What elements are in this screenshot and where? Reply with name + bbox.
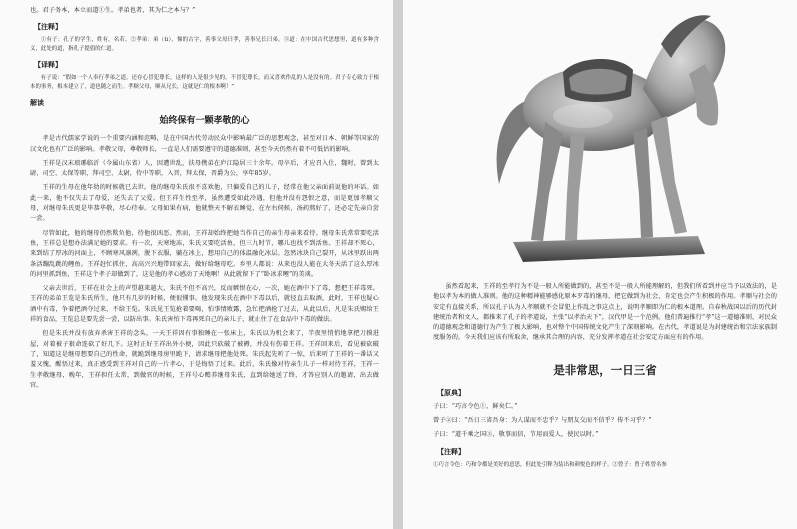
body-paragraph: 孝是古代儒家学说的一个重要内涵和范畴，是在中国古代劳动民众中影响最广泛的思想观念，甚至对日本、朝鲜等国家的汉文化也有广泛的影响。孝敬父母，尊敬师长，一直是人们需要遵守的道德准则，甚至今天仍然有着不可低估的影响。 [30,135,379,153]
opening-text: 也。君子务本，本立而道①生。孝弟也者，其为仁之本与？” [30,7,196,14]
original-text-heading: 【原典】 [437,388,465,397]
interpretation-heading: 解读 [30,99,44,108]
translation-heading: 【译释】 [34,61,62,70]
original-text-line: 子曰：“巧言令色①，鲜矣仁。” [433,402,518,410]
section-title-right: 是非常思，一日三省 [553,362,657,377]
body-paragraph: 父亲去世后，王祥在社会上的声望越来越大，朱氏不但不高兴，反而嫉恨在心，一次，她在酒中下了毒，想把王祥毒死。王祥的弟弟王览是朱氏所生，他只有几岁的时候，便很懂事。他发现朱氏在酒中下毒以后，就径直去取酒，此时，王祥也疑心酒中有毒，争着把酒夺过来，不给王览。朱氏见王览抢着要喝，怕事情败露，急忙把酒抢了过去，从此以后，凡是朱氏赐给王祥的食品，王览总是要先尝一尝，以防出事。朱氏害怕下毒再死自己的亲儿子，就止住了在食品中下毒的做法。 [30,285,379,324]
original-text-line: 曾子②曰：“吾日三省吾身：为人谋而不忠乎？与朋友交而不信乎？传不习乎？” [433,417,652,425]
original-text-line: 子曰：“道千乘之国③，敬事而信，节用而爱人，使民以时。” [433,431,599,439]
horse-leg-front-right [651,116,687,234]
horse-leg-back-left [531,122,563,241]
body-paragraph: 尽管如此，他的继母仍然欺负他，待他很凶恶。然而，王祥却始终把她当作自己的亲生母亲来看待。继母朱氏常常要吃活鱼，王祥总是想办法满足她的要求。有一次，天寒地冻，朱氏又要吃活鱼，但三九时节，哪儿也找不到活鱼。王祥却不死心，来到结了厚冰的河面上，不顾寒风凛冽，脱下衣服，躺在冰上，想用自己的体温融化冰层。忽然冰块自己裂开，从冰里跃出两条活蹦乱跳的鲤鱼。王祥赶忙抓住，高高兴兴地带回家去，做好给继母吃。乡里人都说：从来也没人能在大冬天活了这么厚冰的河里抓到鱼，王祥这个孝子却做到了，这是他的孝心感动了天地啊！从此就留下了“卧冰求鲤”的美谈。 [30,229,379,278]
translation-text: 有子说：“假如一个人奉行孝弟之道，还存心冒犯尊长，这样的人是很少见的。不冒犯尊长，而又喜欢作乱的人是没有的。君子专心致力于根本的事务，根本建立了，道也随之而生。孝顺父母，顺从兄长，这就是仁的根本啊！” [30,75,379,91]
body-paragraph: 但是朱氏并没有放弃杀害王祥的念头，一天王祥因有事独睡在一张床上，朱氏以为机会来了，半夜里悄悄地拿把刀摸进屋，对着被子狠命连砍了好几下。这时正好王祥出外小便，因此只砍破了被褥，并没有伤着王祥。王祥回来后，看见被砍破了，知道这是继母想要自己的性命，就跪到继母房里跪下，请求继母把他处死。朱氏起先听了一惊，后来听了王祥的一番话又羞又愧，醒悟过来，真正感受到王祥对自己的一片孝心，于是悔悟了过来。此后，朱氏像对待亲生儿子一样对待王祥，王祥一生孝敬继母，晚年，王祥担任太常，到做官的时候，王祥号心赡养继母朱氏，直到给她送了终，才答应别人的邀请，出去做官。 [30,330,379,389]
horse-leg-back-right [565,132,585,240]
right-page-content [433,282,777,474]
notes-heading-right: 【注释】 [437,447,465,456]
book-gutter [393,0,403,529]
left-page [0,0,393,529]
notes-text: ①有子：孔子的学生，姓有，名若。②孝弟：弟（tì），悌的古字，善事父母曰孝，善事兄长曰弟。③道：在中国古代思想里，道有多种含义，此处的道，指孔子提倡的仁道。 [30,37,379,53]
horse-figurine-image [483,4,733,269]
body-paragraph: 王祥是汉末琅琊临沂（今属山东省）人，因遭世乱，扶母携弟在庐江隐居三十余年。母卒后，才应召入仕，魏时，曾到太尉、司空、太保等职，拜司空、太尉，侍中等职，入晋，拜太保，晋爵为公，享年85岁。 [30,159,379,178]
horse-leg-front-left [633,128,653,238]
body-paragraph: 王祥的生母在他年幼的时候就已去世。他的继母朱氏很不喜欢他，只偏爱自己的儿子，经常在他父亲面前说他的坏话。如此一来，他不仅失去了母爱，还失去了父爱。但王祥生性至孝，虽然遭受如此冷遇，但他并没有怨恨之意，而是更加孝顺父母，对继母朱氏更是毕恭毕敬，尽心侍奉。父母如果有病，他就整天不解衣睡觉，在左右伺候，汤药熬好了，还必定先亲自尝一尝。 [30,184,379,223]
left-page-content [30,6,379,395]
body-paragraph: 虽然看起来，王祥的至孝行为不是一般人所能做到的，甚至不是一般人所能理解的，但我们所看到并应当予以效法的，是他以孝为本的做人准则。他的这种精神能够感化原本歹毒的继母，把它做到为社会，肯定也会产生积极的作用。孝顺与社会的安定有直接关系，所以孔子认为人孝顺就不会冒犯上作乱之事这点上，说明孝顺即为仁的根本道理。自春秋战国以后的历代封建统治者和文人，都推来了孔子的孝道说，主张“以孝治天下”，汉代甲是一个范例。他们普遍推行“孝”这一道德准则，对民众的道德观念和道德行为产生了极大影响，也对整个中国传统文化产生了深刻影响。在古代，孝道说是为封建统治和宗法家族制度服务的，今天我们应该有所取舍，继承其合理的内容，充分发挥孝道在社会安定方面应有的作用。 [433,283,777,342]
notes-text-right: ①巧言令色：巧和令都是美好的意思，但此处引释为装出和颜悦色的样子。②曾子：曾子姓曾名参 [433,461,667,468]
notes-heading: 【注释】 [34,23,62,32]
section-title-left: 始终保有一颗孝敬的心 [159,116,250,127]
right-page [403,0,797,529]
